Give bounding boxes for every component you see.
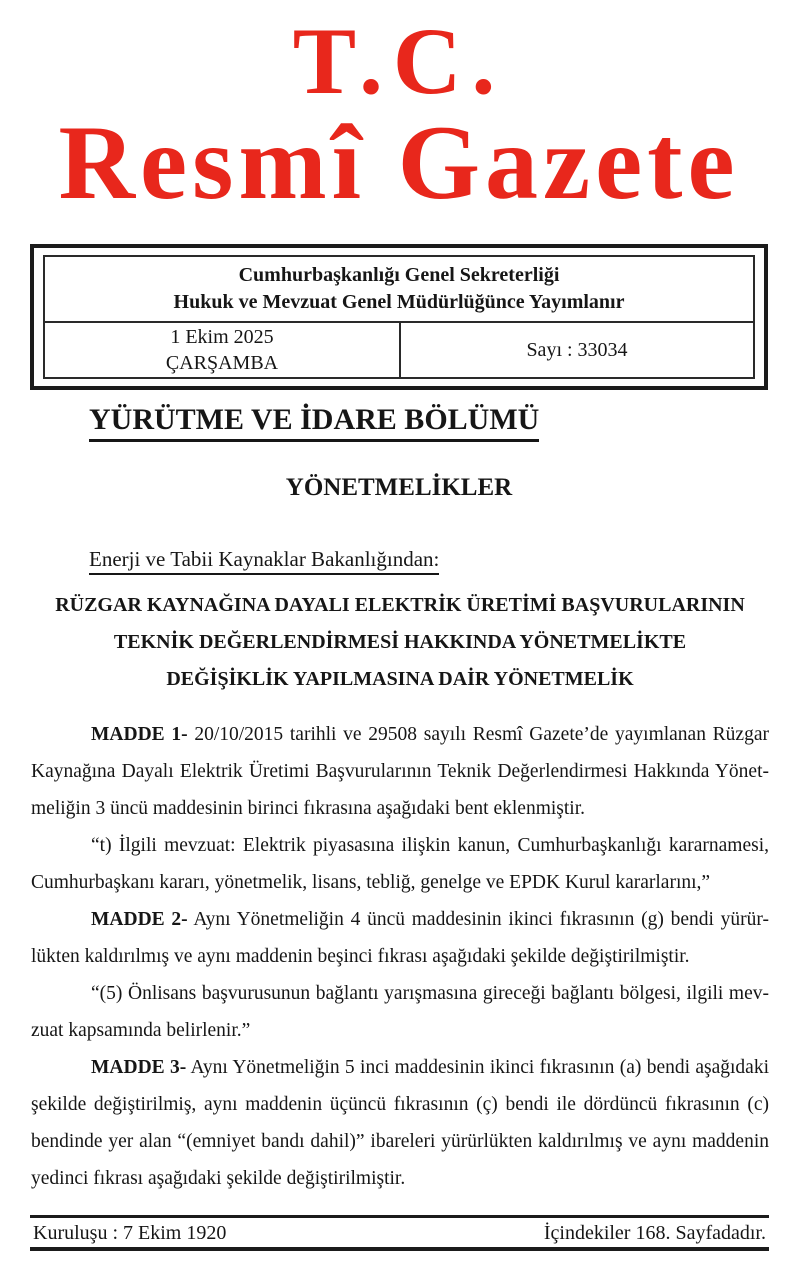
body-line: MADDE 3- Aynı Yönetmeliğin 5 inci maddesinin ikinci fıkrasının (a) bendi aşağıdaki <box>91 1057 769 1078</box>
article-number-bold: MADDE 2- <box>91 909 188 930</box>
footer-founded: Kuruluşu : 7 Ekim 1920 <box>33 1222 227 1244</box>
regulation-title <box>31 587 769 698</box>
article-body <box>31 716 769 1197</box>
ministry-heading-wrap <box>89 547 439 575</box>
issue-number-cell <box>399 323 753 377</box>
body-line: şekilde değiştirilmiş, aynı maddenin üçüncü fıkrasının (ç) bendi ile dördüncü fıkrasının (c) <box>31 1094 769 1115</box>
body-line: meliğin 3 üncü maddesinin birinci fıkrasına aşağıdaki bent eklenmiştir. <box>31 798 585 819</box>
page-footer <box>30 1215 769 1251</box>
body-line: Cumhurbaşkanı kararı, yönetmelik, lisans, tebliğ, genelge ve EPDK Kurul kararlarını,” <box>31 872 711 893</box>
publisher-line-1: Cumhurbaşkanlığı Genel Sekreterliği <box>238 264 560 286</box>
regulation-title-line-3: DEĞİŞİKLİK YAPILMASINA DAİR YÖNETMELİK <box>166 668 634 690</box>
article-number-bold: MADDE 1- <box>91 724 188 745</box>
masthead-tc: T.C. <box>292 8 506 114</box>
issue-row <box>45 323 753 377</box>
body-line: “t) İlgili mevzuat: Elektrik piyasasına ilişkin kanun, Cumhurbaşkanlığı kararnamesi, <box>91 835 769 856</box>
subsection-heading: YÖNETMELİKLER <box>285 474 513 501</box>
date-cell <box>45 323 399 377</box>
body-line: Kaynağına Dayalı Elektrik Üretimi Başvurularının Teknik Değerlendirmesi Hakkında Yönet- <box>31 761 769 782</box>
ministry-heading: Enerji ve Tabii Kaynaklar Bakanlığından: <box>89 547 439 575</box>
body-line: “(5) Önlisans başvurusunun bağlantı yarışmasına gireceği bağlantı bölgesi, ilgili mev- <box>91 983 769 1004</box>
article-number-bold: MADDE 3- <box>91 1057 187 1078</box>
body-line: bendinde yer alan “(emniyet bandı dahil)” ibareleri yürürlükten kaldırılmış ve aynı maddenin <box>31 1131 769 1152</box>
body-line: MADDE 2- Aynı Yönetmeliğin 4 üncü maddesinin ikinci fıkrasının (g) bendi yürür- <box>91 909 769 930</box>
publisher-cell <box>45 257 753 323</box>
issue-date: 1 Ekim 2025 <box>170 326 274 348</box>
regulation-title-line-1: RÜZGAR KAYNAĞINA DAYALI ELEKTRİK ÜRETİMİ BAŞVURULARININ <box>55 594 745 616</box>
regulation-title-line-2: TEKNİK DEĞERLENDİRMESİ HAKKINDA YÖNETMELİKTE <box>113 631 687 653</box>
footer-contents: İçindekiler 168. Sayfadadır. <box>543 1222 766 1244</box>
body-line: yedinci fıkrası aşağıdaki şekilde değiştirilmiştir. <box>31 1168 406 1189</box>
body-line: MADDE 1- 20/10/2015 tarihli ve 29508 sayılı Resmî Gazete’de yayımlanan Rüzgar <box>91 724 769 745</box>
section-heading: YÜRÜTME VE İDARE BÖLÜMÜ <box>89 403 539 442</box>
body-line: zuat kapsamında belirlenir.” <box>31 1020 251 1041</box>
publisher-line-2: Hukuk ve Mevzuat Genel Müdürlüğünce Yayımlanır <box>173 291 625 313</box>
section-heading-wrap <box>89 403 539 442</box>
publication-info-inner-frame <box>43 255 755 379</box>
body-line: lükten kaldırılmış ve aynı maddenin beşinci fıkrası aşağıdaki şekilde değiştirilmiştir. <box>31 946 690 967</box>
issue-number: Sayı : 33034 <box>526 338 628 361</box>
masthead-title: Resmî Gazete <box>58 104 740 221</box>
issue-day: ÇARŞAMBA <box>165 352 279 374</box>
publication-info-box <box>30 244 768 390</box>
